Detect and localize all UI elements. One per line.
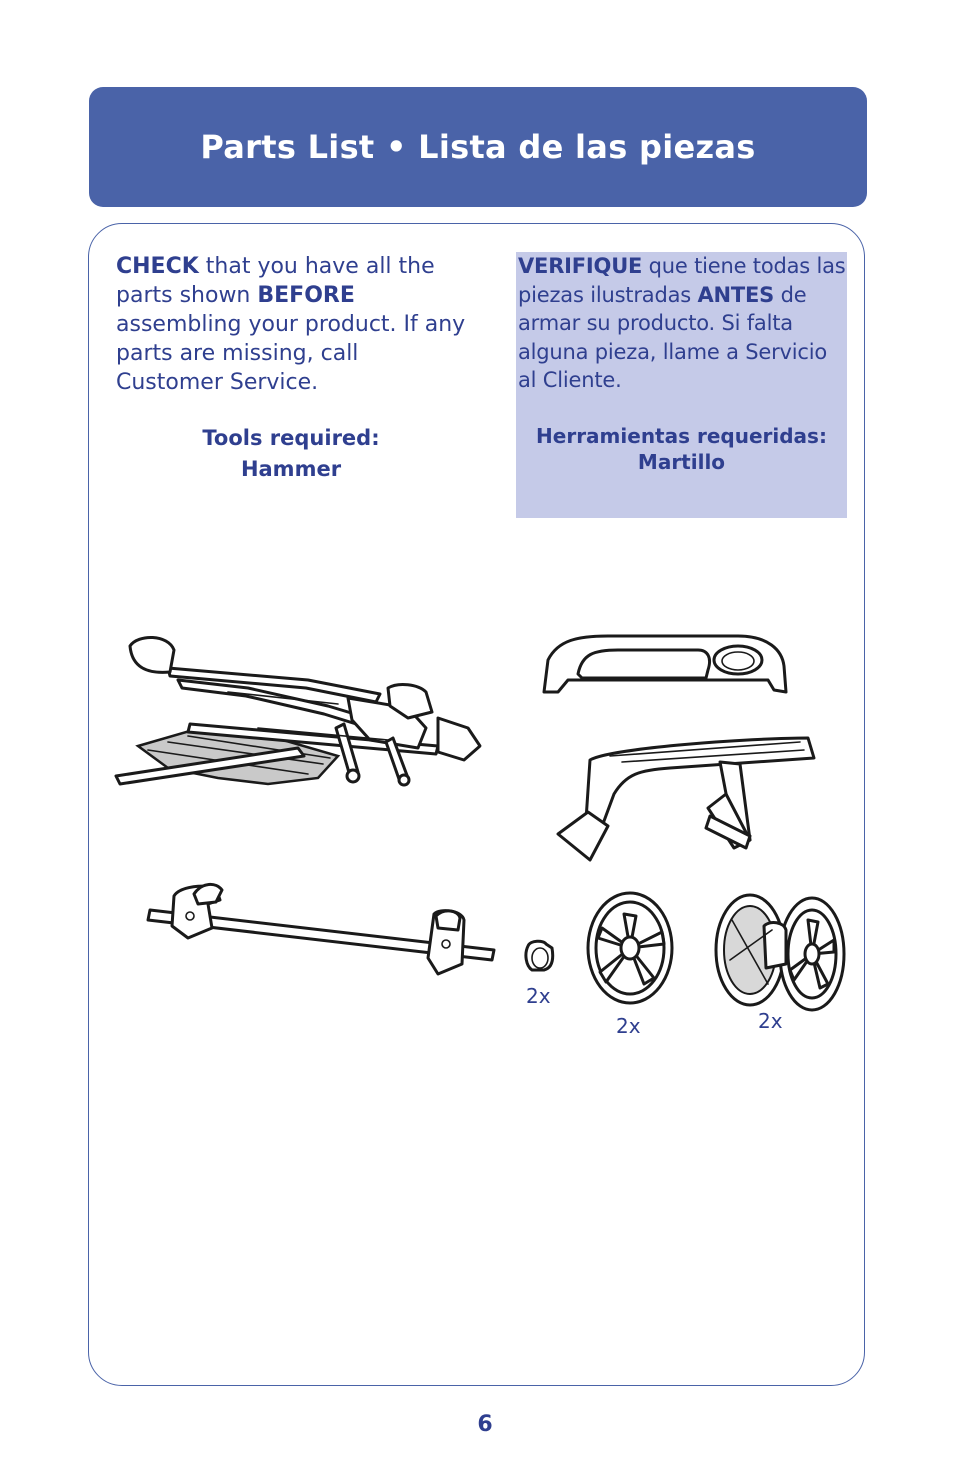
- end-cap-quantity: 2x: [526, 984, 551, 1008]
- stroller-frame-illustration: [108, 628, 488, 794]
- intro-english-text-2: assembling your product. If any parts are missing, call Customer Service.: [116, 312, 466, 395]
- intro-spanish-text-1: que tiene todas las piezas ilustradas: [518, 254, 846, 307]
- front-wheels-quantity: 2x: [758, 1009, 783, 1033]
- antes-emphasis: ANTES: [697, 282, 775, 307]
- intro-spanish: [518, 252, 848, 395]
- basket-support-illustration: [550, 730, 820, 870]
- tools-label-spanish: Herramientas requeridas:: [536, 424, 827, 448]
- front-wheels-illustration: [712, 890, 848, 1016]
- page-title: Parts List • Lista de las piezas: [200, 128, 756, 166]
- intro-english: [116, 252, 466, 397]
- intro-spanish-text-2: de armar su producto. Si falta alguna pieza, llame a Servicio al Cliente.: [518, 282, 828, 392]
- verifique-emphasis: VERIFIQUE: [518, 254, 643, 278]
- check-emphasis: CHECK: [116, 254, 199, 279]
- tools-required-english: [116, 423, 466, 485]
- title-banner: [89, 87, 867, 207]
- rear-axle-illustration: [146, 878, 500, 978]
- end-cap-illustration: [522, 938, 556, 974]
- rear-wheel-illustration: [584, 890, 680, 1008]
- tools-value-english: Hammer: [240, 457, 342, 481]
- tray-illustration: [538, 630, 790, 700]
- tools-label-english: Tools required:: [202, 426, 380, 450]
- tools-value-spanish: Martillo: [637, 450, 726, 474]
- before-emphasis: BEFORE: [257, 283, 355, 308]
- rear-wheel-quantity: 2x: [616, 1014, 641, 1038]
- intro-english-text-1: that you have all the parts shown: [116, 254, 435, 308]
- page-number: 6: [477, 1412, 493, 1437]
- tools-required-spanish: [516, 423, 847, 475]
